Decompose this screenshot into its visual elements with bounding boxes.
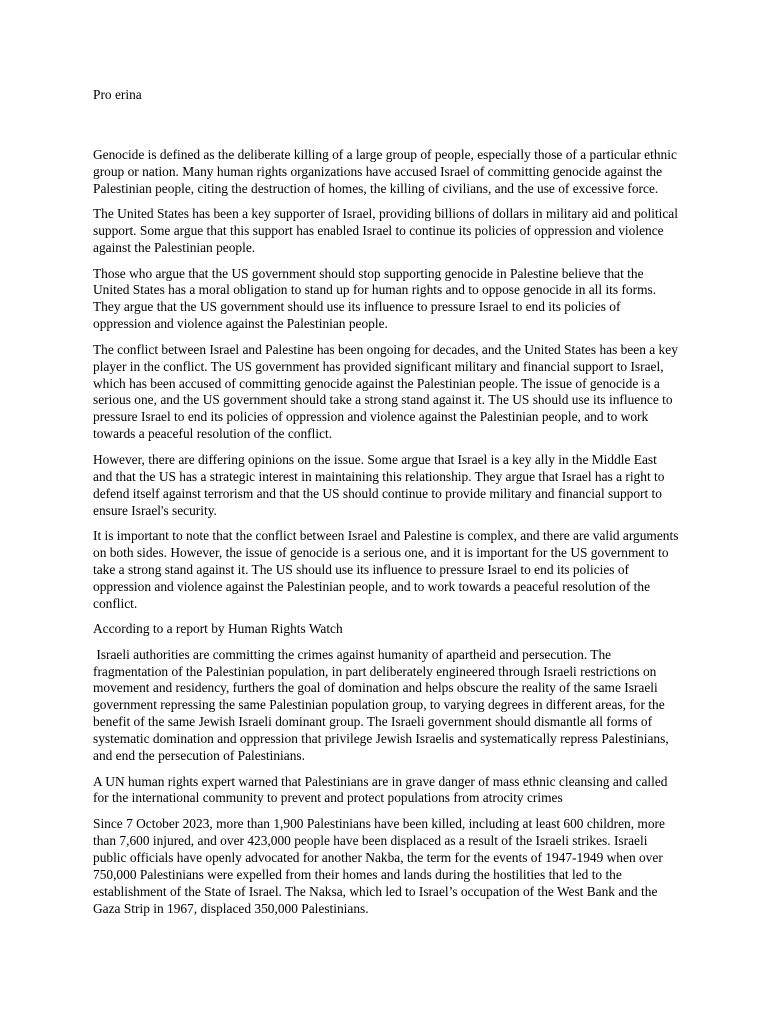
paragraph: Israeli authorities are committing the crimes against humanity of apartheid and persecution. The fragmentation of the Palestinian population, in part deliberately engineered through Israeli restrictions on movement and residency, furthers the goal of domination and helps obscure the reality of the same Israeli government repressing the same Palestinian population group, to varying degrees in different areas, for the benefit of the same Jewish Israeli dominant group. The Israeli government should dismantle all forms of systematic domination and oppression that privilege Jewish Israelis and systematically repress Palestinians, and end the persecution of Palestinians.	[93, 646, 673, 764]
paragraph: Those who argue that the US government should stop supporting genocide in Palestine believe that the United States has a moral obligation to stand up for human rights and to oppose genocide in all its forms. They argue that the US government should use its influence to pressure Israel to end its policies of oppression and violence against the Palestinian people.	[93, 265, 660, 332]
document-title: Pro erina	[93, 87, 142, 102]
paragraph: The United States has been a key supporter of Israel, providing billions of dollars in military aid and political support. Some argue that this support has enabled Israel to continue its policies of oppression and violence against the Palestinian people.	[93, 206, 682, 256]
paragraph: However, there are differing opinions on the issue. Some argue that Israel is a key ally in the Middle East and that the US has a strategic interest in maintaining this relationship. They argue that Israel has a right to defend itself against terrorism and that the US should continue to provide military and financial support to ensure Israel's security.	[93, 451, 668, 518]
paragraph: The conflict between Israel and Palestine has been ongoing for decades, and the United States has been a key player in the conflict. The US government has provided significant military and financial support to Israel, which has been accused of committing genocide against the Palestinian people. The issue of genocide is a serious one, and the US government should take a strong stand against it. The US should use its influence to pressure Israel to end its policies of oppression and violence against the Palestinian people, and to work towards a peaceful resolution of the conflict.	[93, 341, 682, 442]
paragraph: Since 7 October 2023, more than 1,900 Palestinians have been killed, including at least 600 children, more than 7,600 injured, and over 423,000 people have been displaced as a result of the Israeli strikes. Israeli public officials have openly advocated for another Nakba, the term for the events of 1947-1949 when over 750,000 Palestinians were expelled from their homes and lands during the hostilities that led to the establishment of the State of Israel. The Naksa, which led to Israel’s occupation of the West Bank and the Gaza Strip in 1967, displaced 350,000 Palestinians.	[93, 815, 669, 916]
paragraph: A UN human rights expert warned that Palestinians are in grave danger of mass ethnic cleansing and called for the international community to prevent and protect populations from atrocity crimes	[93, 773, 671, 806]
document-body	[93, 87, 682, 926]
paragraph: It is important to note that the conflict between Israel and Palestine is complex, and there are valid arguments on both sides. However, the issue of genocide is a serious one, and it is important for the US government to take a strong stand against it. The US should use its influence to pressure Israel to end its policies of oppression and violence against the Palestinian people, and to work towards a peaceful resolution of the conflict.	[93, 528, 682, 611]
paragraph: According to a report by Human Rights Watch	[93, 621, 343, 637]
paragraph: Genocide is defined as the deliberate killing of a large group of people, especially those of a particular ethnic group or nation. Many human rights organizations have accused Israel of committing genocide against the Palestinian people, citing the destruction of homes, the killing of civilians, and the use of excessive force.	[93, 146, 681, 196]
